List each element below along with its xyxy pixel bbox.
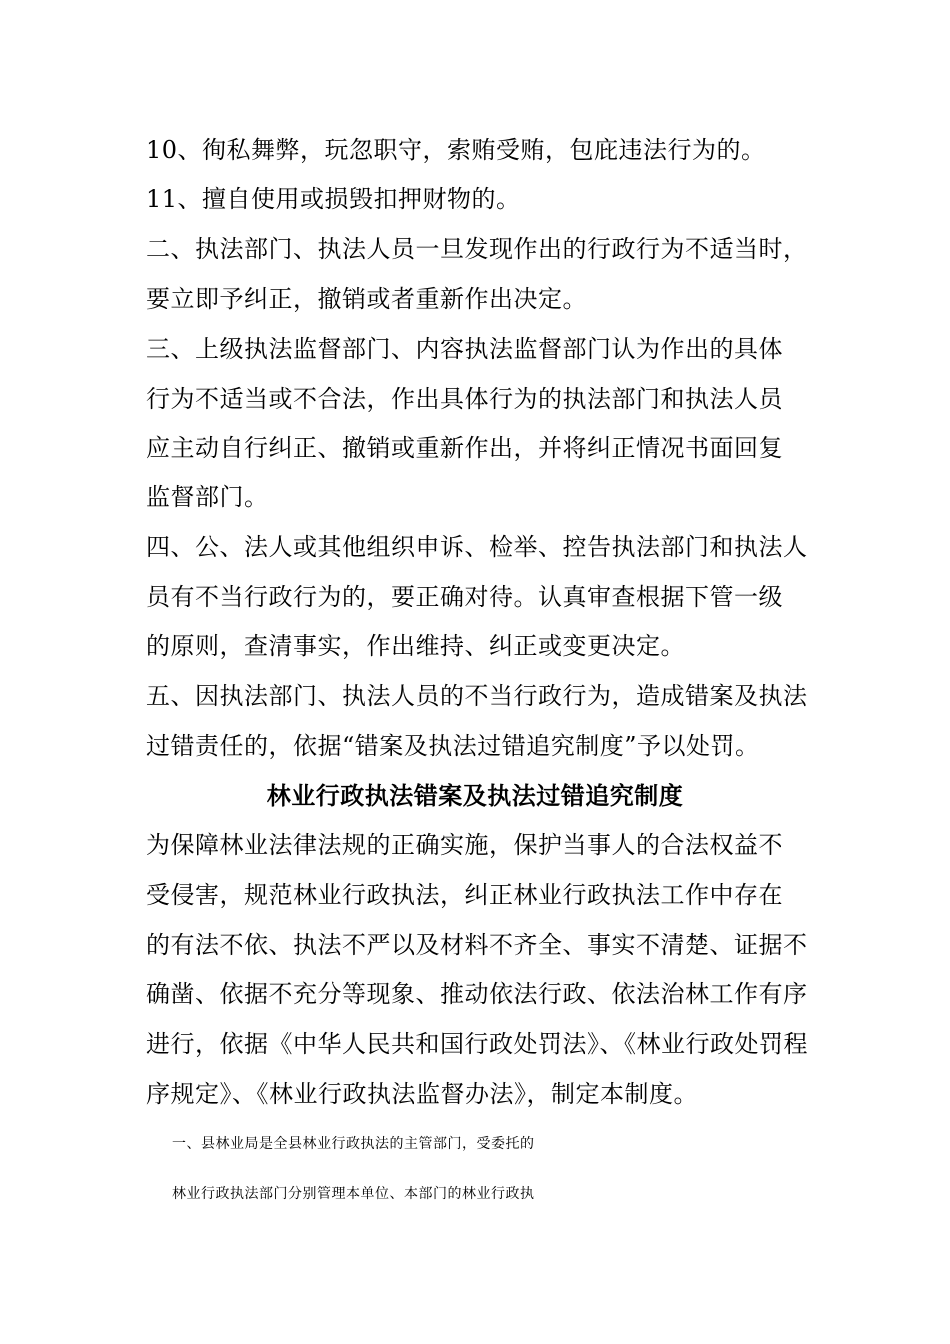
- text-line: 五、因执法部门、执法人员的不当行政行为，造成错案及执法: [146, 682, 808, 710]
- text-line: 行为不适当或不合法，作出具体行为的执法部门和执法人员: [146, 385, 783, 413]
- text-line: 为保障林业法律法规的正确实施，保护当事人的合法权益不: [146, 831, 783, 859]
- text-line: 的原则，查清事实，作出维持、纠正或变更决定。: [146, 632, 685, 660]
- text-line: 监督部门。: [146, 483, 269, 511]
- text-line: 10、徇私舞弊，玩忽职守，索贿受贿，包庇违法行为的。: [146, 136, 766, 164]
- text-line: 一、县林业局是全县林业行政执法的主管部门，受委托的: [172, 1136, 535, 1152]
- text-line: 二、执法部门、执法人员一旦发现作出的行政行为不适当时，: [146, 235, 808, 263]
- text-line: 林业行政执法部门分别管理本单位、本部门的林业行政执: [172, 1186, 535, 1202]
- text-line: 的有法不依、执法不严以及材料不齐全、事实不清楚、证据不: [146, 931, 808, 959]
- text-line: 进行，依据《中华人民共和国行政处罚法》、《林业行政处罚程: [146, 1030, 808, 1058]
- text-line: 要立即予纠正，撤销或者重新作出决定。: [146, 285, 587, 313]
- text-line: 受侵害，规范林业行政执法，纠正林业行政执法工作中存在: [146, 881, 783, 909]
- text-line: 确凿、依据不充分等现象、推动依法行政、依法治林工作有序: [146, 980, 808, 1008]
- text-line: 过错责任的，依据“错案及执法过错追究制度”予以处罚。: [146, 732, 760, 760]
- text-line: 序规定》、《林业行政执法监督办法》，制定本制度。: [146, 1080, 698, 1108]
- section-title: 林业行政执法错案及执法过错追究制度: [266, 781, 684, 810]
- text-line: 三、上级执法监督部门、内容执法监督部门认为作出的具体: [146, 335, 783, 363]
- text-line: 11、擅自使用或损毁扣押财物的。: [146, 185, 521, 213]
- text-line: 四、公、法人或其他组织申诉、检举、控告执法部门和执法人: [146, 533, 808, 561]
- text-line: 员有不当行政行为的，要正确对待。认真审查根据下管一级: [146, 583, 783, 611]
- text-line: 应主动自行纠正、撤销或重新作出，并将纠正情况书面回复: [146, 434, 783, 462]
